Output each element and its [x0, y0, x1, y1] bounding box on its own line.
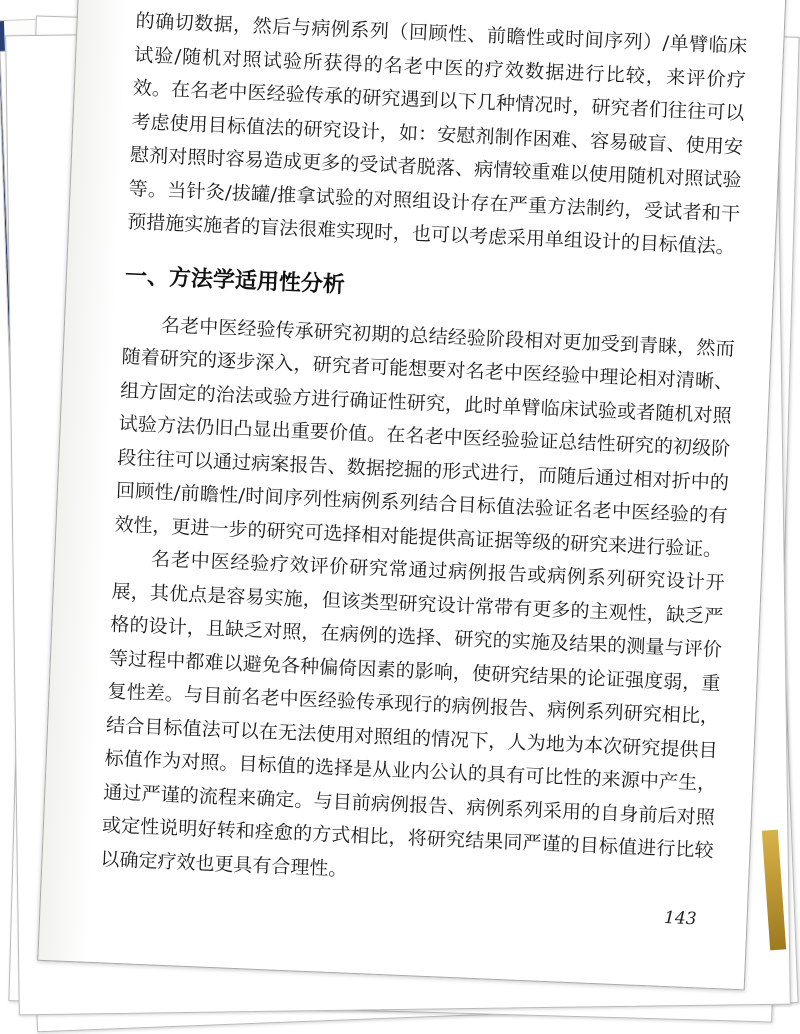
- continued-paragraph: 的确切数据，然后与病例系列（回顾性、前瞻性或时间序列）/单臂临床试验/随机对照试验所获得的名老中医的疗效数据进行比较，来评价疗效。在名老中医经验传承的研究遇到以下几种情况时，研究者们往往可以考虑使用目标值法的研究设计，如：安慰剂制作困难、容易破盲、使用安慰剂对照时容易造成更多的受试者脱落、病情较重难以使用随机对照试验等。当针灸/拔罐/推拿试验的对照组设计存在严重方法制约，受试者和干预措施实施者的盲法很难实现时，也可以考虑采用单组设计的目标值法。: [126, 10, 748, 259]
- page-text-block: [100, 5, 748, 902]
- body-paragraph: 名老中医经验传承研究初期的总结经验阶段相对更加受到青睐，然而随着研究的逐步深入，研究者可能想要对名老中医经验中理论相对清晰、组方固定的治法或验方进行确证性研究，此时单臂临床试验或者随机对照试验方法仍旧凸显出重要价值。在名老中医经验验证总结性研究的初级阶段往往可以通过病案报告、数据挖掘的形式进行，而随后通过相对折中的回顾性/前瞻性/时间序列性病例系列结合目标值法验证名老中医经验的有效性，更进一步的研究可选择相对能提供高证据等级的研究来进行验证。: [114, 313, 735, 561]
- page-number: 143: [663, 907, 697, 930]
- body-paragraph: 名老中医经验疗效评价研究常通过病例报告或病例系列研究设计开展，其优点是容易实施，但该类型研究设计常带有更多的主观性，缺乏严格的设计，且缺乏对照，在病例的选择、研究的实施及结果的测量与评价等过程中都难以避免各种偏倚因素的影响，使研究结果的论证强度弱，重复性差。与目前名老中医经验传承现行的病例报告、病例系列研究相比，结合目标值法可以在无法使用对照组的情况下，人为地为本次研究提供目标值作为对照。目标值的选择是从业内公认的具有可比性的来源中产生，通过严谨的流程来确定。与目前病例报告、病例系列采用的自身前后对照或定性说明好转和痊愈的方式相比，将研究结果同严谨的目标值进行比较以确定疗效也更具有合理性。: [100, 548, 726, 881]
- section-heading: 一、方法学适用性分析: [124, 263, 346, 298]
- book-page: [37, 0, 787, 990]
